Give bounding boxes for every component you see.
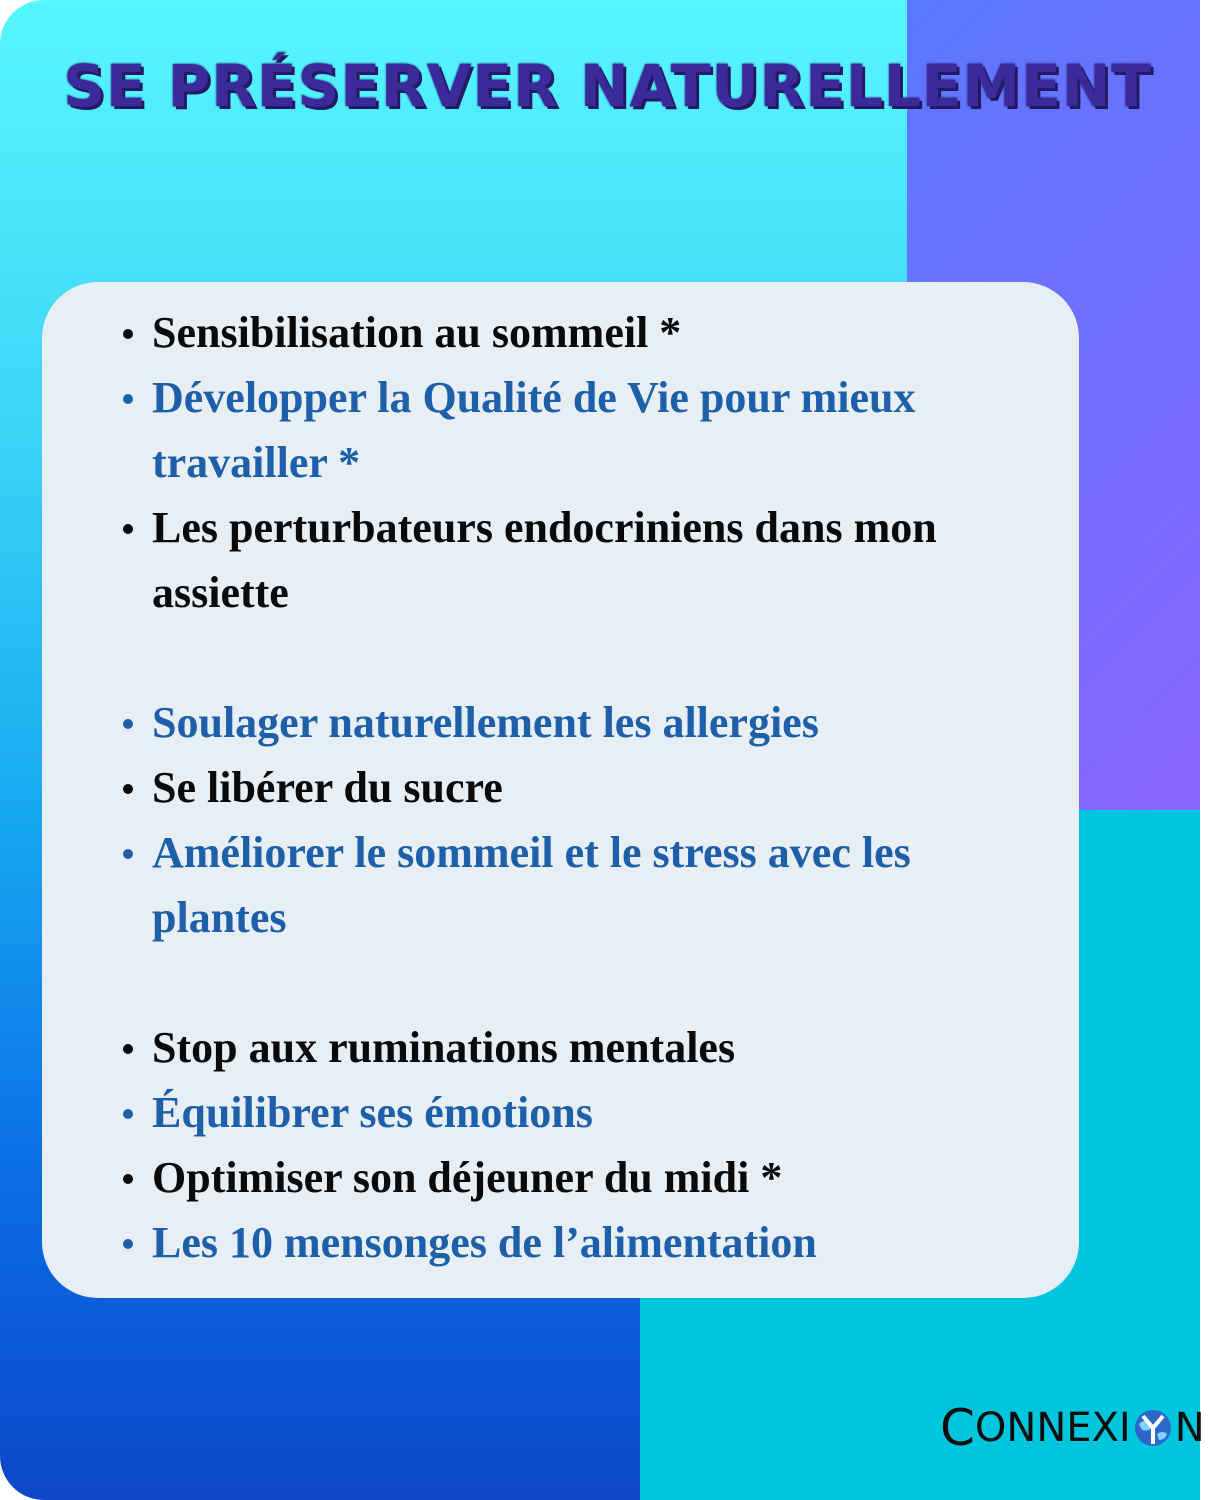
list-item: Les perturbateurs endocriniens dans mon assiette xyxy=(118,495,978,625)
list-item: Stop aux ruminations mentales xyxy=(118,1015,978,1080)
logo-middle-text: ONNEXI xyxy=(974,1405,1131,1451)
logo-last-letter: N xyxy=(1174,1405,1205,1451)
globe-y-icon xyxy=(1133,1408,1173,1448)
connexion-logo xyxy=(940,1400,1205,1456)
list-item: Les 10 mensonges de l’alimentation xyxy=(118,1210,978,1275)
page-title: SE PRÉSERVER NATURELLEMENT xyxy=(63,52,1152,120)
list-item: Optimiser son déjeuner du midi * xyxy=(118,1145,978,1210)
list-item: Développer la Qualité de Vie pour mieux travailler * xyxy=(118,365,978,495)
logo-first-letter: C xyxy=(940,1399,975,1457)
list-item: Soulager naturellement les allergies xyxy=(118,690,978,755)
topic-list xyxy=(118,300,978,1275)
list-item: Se libérer du sucre xyxy=(118,755,978,820)
list-item: Améliorer le sommeil et le stress avec les plantes xyxy=(118,820,978,950)
list-item: Sensibilisation au sommeil * xyxy=(118,300,978,365)
list-item: Équilibrer ses émotions xyxy=(118,1080,978,1145)
list-spacer xyxy=(118,950,978,1015)
list-spacer xyxy=(118,625,978,690)
